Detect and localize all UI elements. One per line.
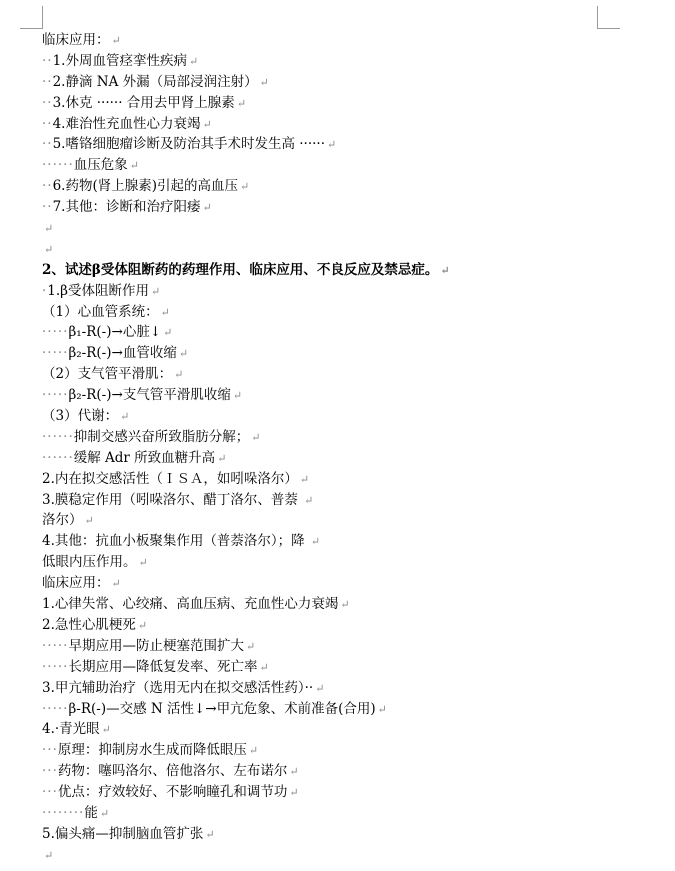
paragraph-mark-icon: ↵ <box>178 347 189 361</box>
paragraph-mark-icon: ↵ <box>44 222 54 236</box>
line-indent: ··· <box>42 763 58 780</box>
line-text: 原理：抑制房水生成而降低眼压 <box>57 742 247 759</box>
document-line <box>42 594 642 615</box>
line-indent: ·· <box>42 136 53 153</box>
paragraph-mark-icon: ↵ <box>111 34 121 47</box>
line-text: 血压危象 <box>73 157 128 174</box>
line-text: 1.外周血管痉挛性疾病 <box>52 52 187 69</box>
paragraph-mark-icon: ↵ <box>304 493 314 507</box>
document-line <box>42 427 642 448</box>
line-indent: ·· <box>42 115 53 132</box>
paragraph-mark-icon: ↵ <box>236 96 247 110</box>
paragraph-mark-icon: ↵ <box>138 556 148 570</box>
document-line <box>42 176 642 197</box>
line-text: 早期应用—防止梗塞范围扩大 <box>68 637 244 654</box>
document-line <box>42 845 642 866</box>
line-text: （2）支气管平滑肌： <box>42 366 173 383</box>
document-line <box>42 30 642 51</box>
document-line <box>42 615 642 636</box>
paragraph-mark-icon: ↵ <box>377 702 387 716</box>
document-line <box>42 93 642 114</box>
document-line <box>42 260 642 281</box>
line-text: 3.甲亢辅助治疗（选用无内在拟交感活性药）·· <box>42 679 314 696</box>
line-text: 4.难治性充血性心力衰竭 <box>52 115 201 132</box>
line-text: 能 <box>84 804 98 821</box>
paragraph-mark-icon: ↵ <box>160 305 170 319</box>
paragraph-mark-icon: ↵ <box>240 180 250 194</box>
document-line <box>42 114 642 135</box>
line-indent: ··· <box>42 784 58 801</box>
line-indent: ·· <box>42 94 53 111</box>
document-line <box>42 155 642 176</box>
line-text: 3.休克 ······ 合用去甲肾上腺素 <box>52 94 235 111</box>
line-text: （3）代谢： <box>42 408 119 425</box>
paragraph-mark-icon: ↵ <box>129 159 139 173</box>
line-text: 2.内在拟交感活性（ＩＳＡ，如吲哚洛尔） <box>42 470 298 487</box>
document-line <box>42 510 642 531</box>
line-indent: ·· <box>42 73 53 90</box>
paragraph-mark-icon: ↵ <box>163 326 173 340</box>
paragraph-mark-icon: ↵ <box>205 827 215 841</box>
document-line <box>42 281 642 302</box>
paragraph-mark-icon: ↵ <box>101 723 111 737</box>
line-text: 4.其他：抗血小板聚集作用（普萘洛尔）；降 <box>42 533 309 550</box>
document-line <box>42 322 642 343</box>
line-text: 2、试述β受体阻断药的药理作用、临床应用、不良反应及禁忌症。 <box>42 261 439 278</box>
line-indent: ····· <box>42 637 69 654</box>
paragraph-mark-icon: ↵ <box>150 284 161 298</box>
line-text: 优点：疗效较好、不影响瞳孔和调节功 <box>57 784 288 801</box>
page-corner-mark-right <box>597 6 620 29</box>
paragraph-mark-icon: ↵ <box>202 201 212 215</box>
line-text: 临床应用： <box>42 32 110 48</box>
document-line <box>42 406 642 427</box>
document-line <box>42 239 642 260</box>
line-text: 抑制交感兴奋所致脂肪分解； <box>73 428 250 445</box>
paragraph-mark-icon: ↵ <box>289 786 299 800</box>
document-line <box>42 657 642 678</box>
paragraph-mark-icon: ↵ <box>84 514 94 528</box>
line-text: 临床应用： <box>42 575 110 592</box>
line-indent: ······ <box>42 157 74 174</box>
line-indent: ····· <box>42 658 69 675</box>
line-indent: ·· <box>42 178 53 195</box>
line-text: 7.其他：诊断和治疗阳痿 <box>52 199 201 216</box>
document-body <box>42 30 642 866</box>
line-text: 4.·青光眼 <box>42 721 100 738</box>
line-text: 缓解 Adr 所致血糖升高 <box>73 449 216 466</box>
document-line <box>42 573 642 594</box>
line-text: 3.膜稳定作用（吲哚洛尔、醋丁洛尔、普萘 <box>42 491 303 508</box>
paragraph-mark-icon: ↵ <box>99 806 110 820</box>
paragraph-mark-icon: ↵ <box>259 75 269 89</box>
line-text: 1.β受体阻断作用 <box>47 282 149 299</box>
line-indent: ····· <box>42 387 69 404</box>
line-text: 药物：噻吗洛尔、倍他洛尔、左布诺尔 <box>57 763 288 780</box>
document-line <box>42 218 642 239</box>
document-line <box>42 678 642 699</box>
line-text: β₂-R(-)→支气管平滑肌收缩 <box>68 387 231 404</box>
paragraph-mark-icon: ↵ <box>137 618 148 632</box>
paragraph-mark-icon: ↵ <box>327 138 337 152</box>
line-text: 2.急性心肌梗死 <box>42 616 136 633</box>
document-line <box>42 51 642 72</box>
document-line <box>42 448 642 469</box>
line-text: 5.嗜铬细胞瘤诊断及防治其手术时发生高 ······ <box>52 136 326 153</box>
line-indent: ····· <box>42 324 69 341</box>
line-indent: ······ <box>42 428 74 445</box>
document-line <box>42 469 642 490</box>
paragraph-mark-icon: ↵ <box>299 472 310 486</box>
line-text: 6.药物(肾上腺素)引起的高血压 <box>52 178 239 195</box>
document-line <box>42 699 642 720</box>
document-line <box>42 385 642 406</box>
document-line <box>42 782 642 803</box>
line-text: β₂-R(-)→血管收缩 <box>68 345 177 362</box>
paragraph-mark-icon: ↵ <box>245 639 256 653</box>
paragraph-mark-icon: ↵ <box>44 242 54 256</box>
paragraph-mark-icon: ↵ <box>340 598 350 612</box>
paragraph-mark-icon: ↵ <box>111 577 121 591</box>
document-line <box>42 552 642 573</box>
line-text: 5.偏头痛—抑制脑血管扩张 <box>42 825 204 842</box>
line-text: （1）心血管系统： <box>42 303 159 320</box>
line-text: 低眼内压作用。 <box>42 554 137 571</box>
line-indent: ·· <box>42 199 53 216</box>
document-line <box>42 302 642 323</box>
line-indent: ····· <box>42 345 69 362</box>
document-line <box>42 761 642 782</box>
paragraph-mark-icon: ↵ <box>248 744 259 758</box>
document-line <box>42 824 642 845</box>
paragraph-mark-icon: ↵ <box>188 54 199 68</box>
document-line <box>42 343 642 364</box>
line-text: 2.静滴 NA 外漏（局部浸润注射） <box>52 73 258 90</box>
line-indent: ····· <box>42 700 69 717</box>
document-line <box>42 364 642 385</box>
paragraph-mark-icon: ↵ <box>310 535 321 549</box>
paragraph-mark-icon: ↵ <box>174 368 184 382</box>
line-text: 洛尔） <box>42 512 83 529</box>
paragraph-mark-icon: ↵ <box>120 410 130 424</box>
line-indent: ······ <box>42 449 74 466</box>
paragraph-mark-icon: ↵ <box>217 451 227 465</box>
line-indent: ········ <box>42 804 85 821</box>
document-line <box>42 719 642 740</box>
document-line <box>42 740 642 761</box>
page-corner-mark-left <box>20 6 43 29</box>
document-line <box>42 531 642 552</box>
document-line <box>42 197 642 218</box>
line-text: β-R(-)—交感 N 活性↓→甲亢危象、术前准备(合用) <box>68 700 376 717</box>
line-text: β₁-R(-)→心脏↓ <box>68 324 162 341</box>
paragraph-mark-icon: ↵ <box>44 848 54 862</box>
line-text: 1.心律失常、心绞痛、高血压病、充血性心力衰竭 <box>42 596 339 613</box>
document-line <box>42 72 642 93</box>
line-indent: ··· <box>42 742 58 759</box>
paragraph-mark-icon: ↵ <box>440 263 450 277</box>
document-line <box>42 636 642 657</box>
document-line <box>42 134 642 155</box>
paragraph-mark-icon: ↵ <box>251 430 261 444</box>
line-indent: ·· <box>42 52 53 69</box>
paragraph-mark-icon: ↵ <box>202 117 212 131</box>
paragraph-mark-icon: ↵ <box>315 681 325 695</box>
document-line <box>42 490 642 511</box>
line-text: 长期应用—降低复发率、死亡率 <box>68 658 258 675</box>
document-line <box>42 803 642 824</box>
line-indent: · <box>42 282 48 299</box>
paragraph-mark-icon: ↵ <box>232 389 243 403</box>
paragraph-mark-icon: ↵ <box>259 660 269 674</box>
paragraph-mark-icon: ↵ <box>289 765 299 779</box>
